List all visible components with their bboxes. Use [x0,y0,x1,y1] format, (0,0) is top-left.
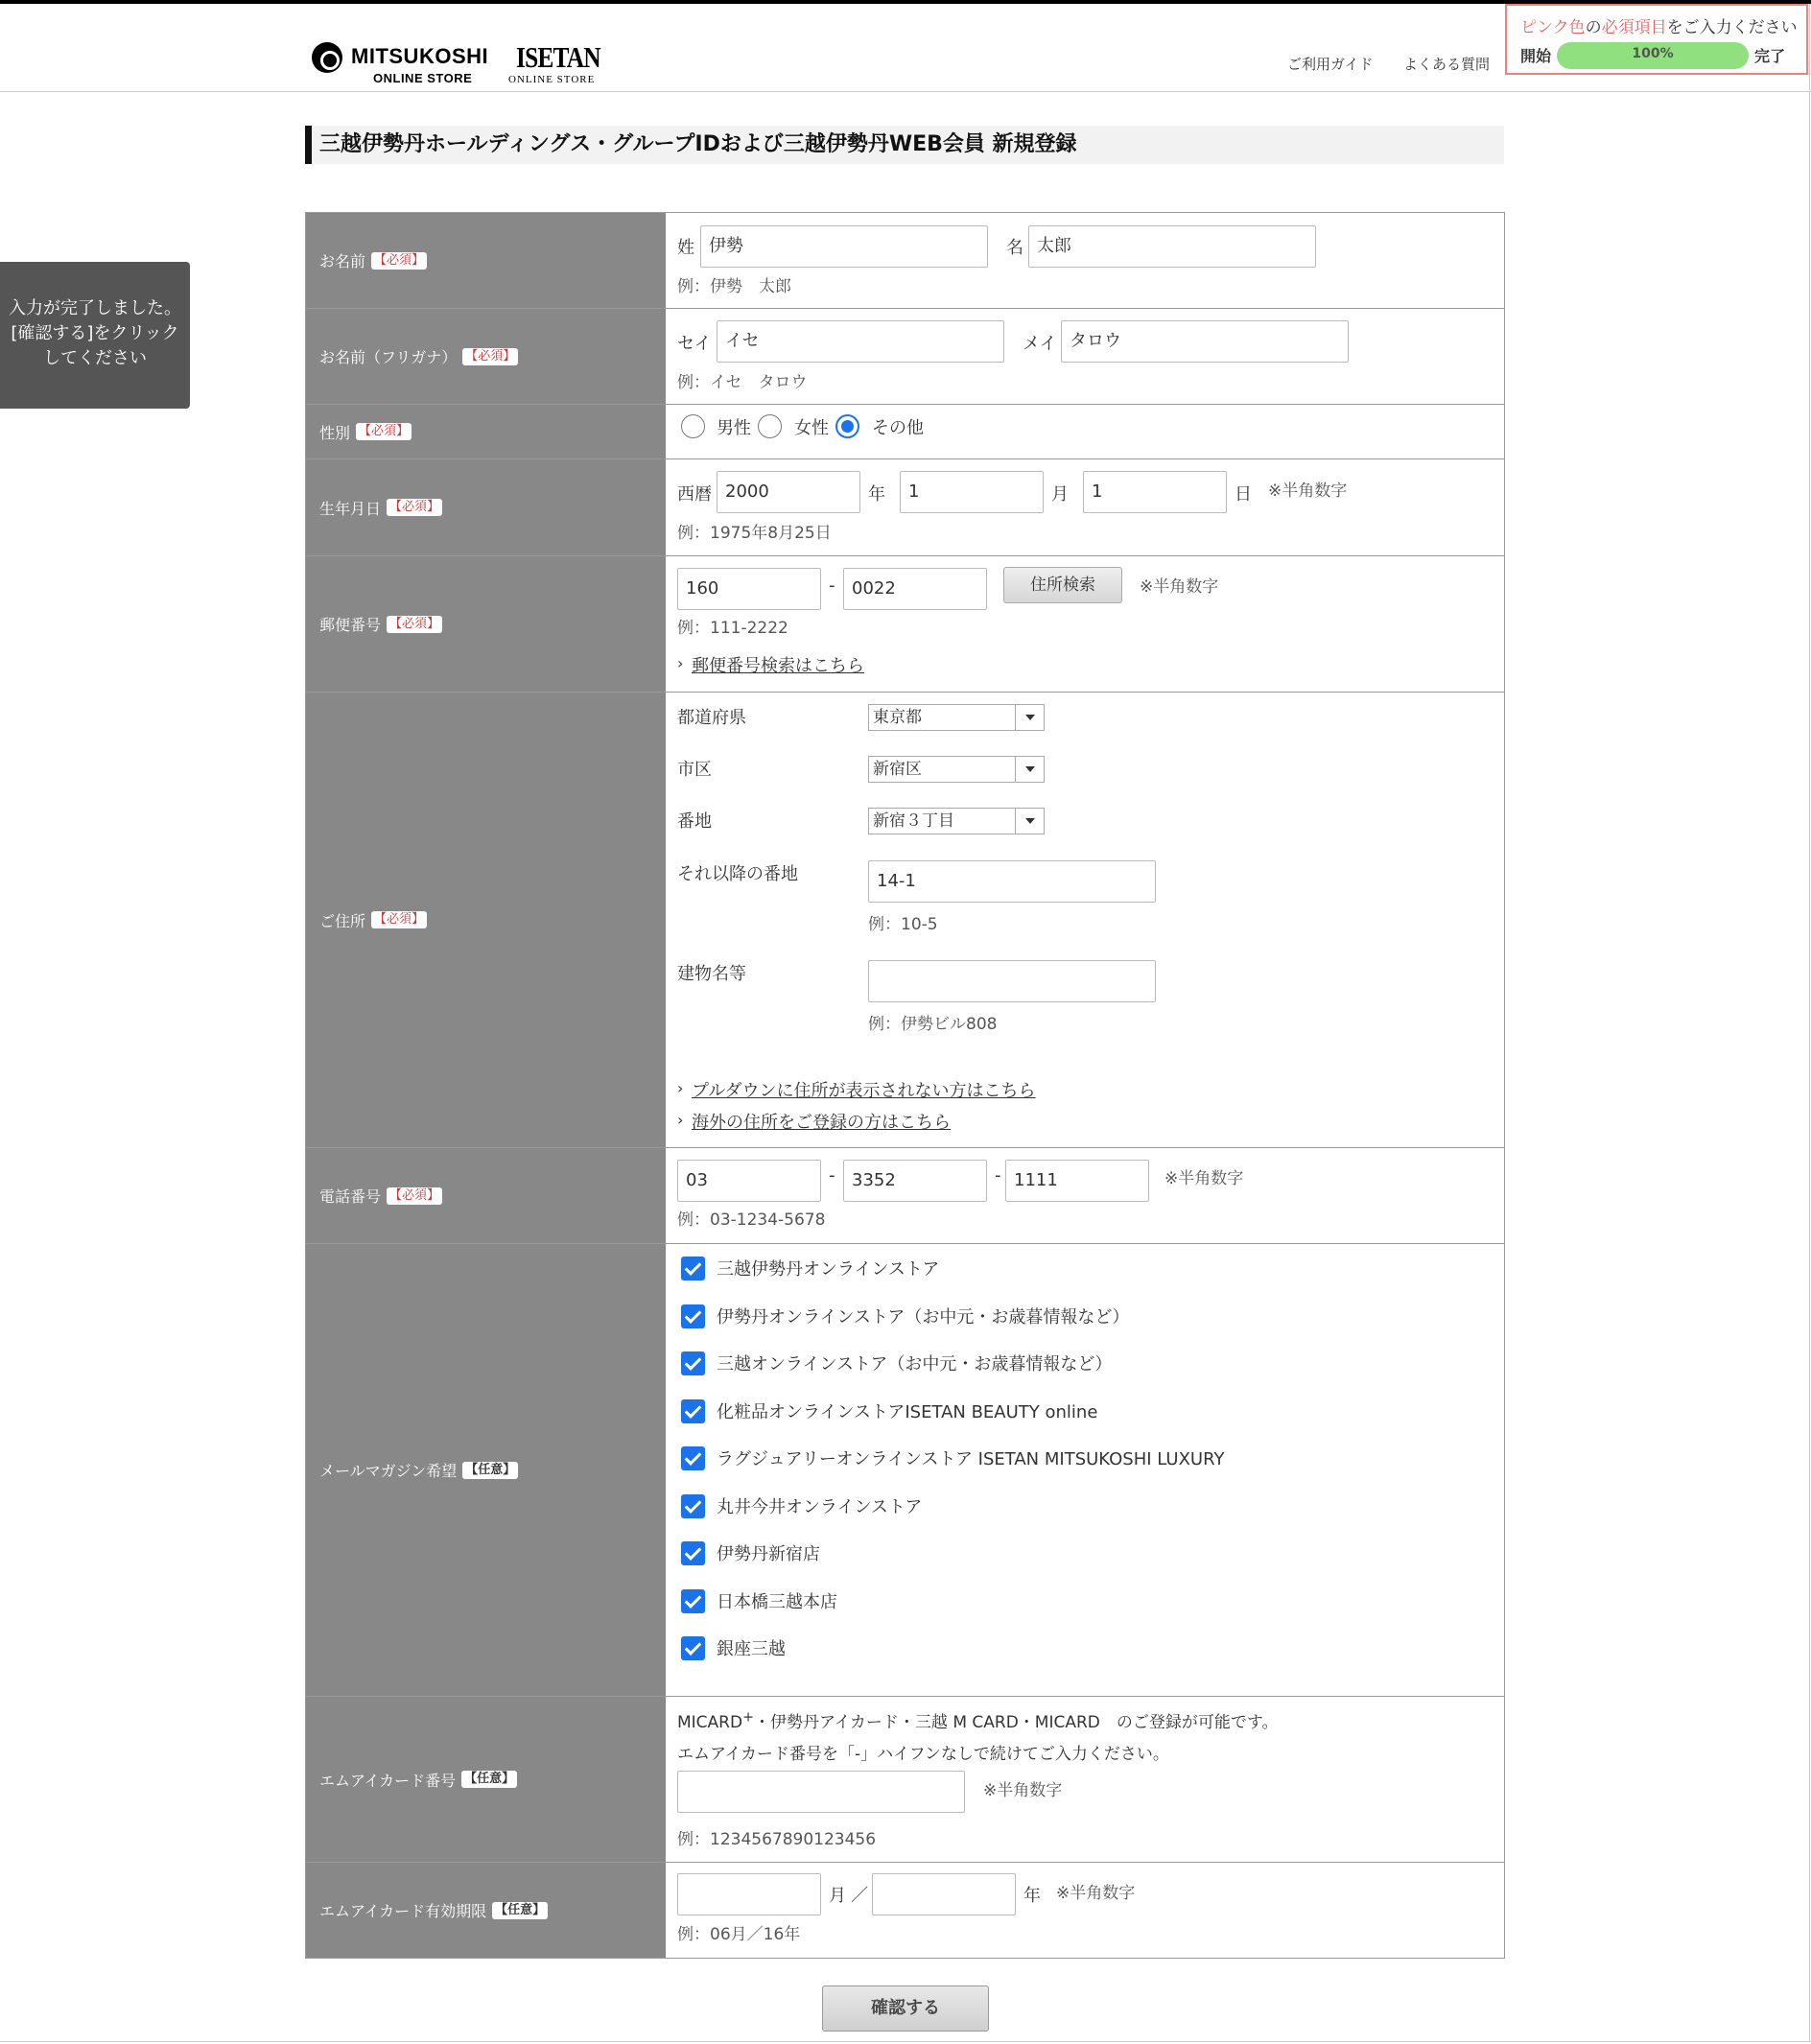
bottom-border [0,2041,1811,2042]
isetan-logo-text: ISETAN [516,40,600,74]
label-gender: 性別 【必須】 [306,405,666,458]
nav-faq-link[interactable]: よくある質問 [1403,56,1491,73]
birth-year-input[interactable]: 2000 [717,471,860,513]
row-expiry [306,1863,1504,1958]
phone-part1-input[interactable]: 03 [677,1160,821,1202]
registration-form [305,212,1505,1959]
row-micard [306,1697,1504,1863]
mailmag-checkbox[interactable] [681,1541,705,1565]
page-title-bar [305,126,1504,164]
mailmag-checkbox[interactable] [681,1589,705,1613]
row-birth [306,459,1504,556]
expiry-example: 例：06月／16年 [677,1925,801,1944]
rest-address-label: それ以降の番地 [677,864,798,884]
micard-number-input[interactable] [677,1771,965,1813]
pulldown-help-link[interactable]: プルダウンに住所が表示されない方はこちら [692,1081,1036,1101]
mailmag-checkbox[interactable] [681,1304,705,1328]
mei-label: 名 [1006,238,1023,258]
nav-guide-link[interactable]: ご利用ガイド [1287,56,1374,73]
address-search-button[interactable]: 住所検索 [1003,567,1122,603]
postal-part2-input[interactable]: 0022 [843,568,987,610]
rest-address-input[interactable]: 14-1 [868,860,1156,903]
expiry-note: ※半角数字 [1056,1884,1136,1903]
required-badge: 【必須】 [462,348,518,365]
micard-desc1: MICARD+・伊勢丹アイカード・三越 M CARD・MICARD のご登録が可能です。 [677,1709,1279,1732]
mailmag-checkbox[interactable] [681,1257,705,1280]
required-badge: 【必須】 [387,616,442,633]
birth-example: 例：1975年8月25日 [677,524,832,543]
completion-notice: 入力が完了しました。 [確認する]をクリック してください [0,262,190,409]
mitsukoshi-logo-subtext: ONLINE STORE [373,71,473,85]
mailmag-option-label: 化粧品オンラインストアISETAN BEAUTY online [717,1401,1098,1422]
mailmag-checkbox[interactable] [681,1636,705,1660]
link-arrow-icon: › [677,1111,684,1129]
postal-dash: - [829,576,835,596]
expiry-month-input[interactable] [677,1873,821,1915]
mailmag-option-label: 丸井今井オンラインストア [717,1496,923,1517]
city-select[interactable]: 新宿区 [868,756,1045,783]
label-micard: エムアイカード番号 【任意】 [306,1697,666,1862]
mei-input[interactable]: 太郎 [1028,225,1316,268]
chevron-down-icon [1015,757,1044,782]
building-example: 例：伊勢ビル808 [868,1015,998,1034]
row-postal [306,556,1504,693]
mitsukoshi-emblem-icon [312,42,342,73]
building-input[interactable] [868,960,1156,1002]
gender-male-label: 男性 [717,418,751,438]
era-label: 西暦 [677,484,712,505]
phone-dash: - [995,1165,1001,1186]
mailmag-option-label: 伊勢丹オンラインストア（お中元・お歳暮情報など） [717,1306,1130,1327]
expiry-month-unit: 月 [829,1886,846,1906]
building-label: 建物名等 [677,964,746,984]
required-badge: 【必須】 [371,252,427,270]
label-name: お名前 【必須】 [306,213,666,308]
required-badge: 【必須】 [371,911,427,928]
month-unit: 月 [1051,484,1069,505]
phone-dash: - [829,1165,835,1186]
phone-example: 例：03-1234-5678 [677,1210,826,1230]
mailmag-checkbox[interactable] [681,1494,705,1518]
row-gender [306,405,1504,459]
input-progress-panel [1505,4,1808,75]
chevron-down-icon [1015,705,1044,730]
postal-link-arrow-icon: › [677,654,684,672]
town-label: 番地 [677,811,712,832]
row-address [306,693,1504,1148]
row-name [306,213,1504,309]
postal-part1-input[interactable]: 160 [677,568,821,610]
city-label: 市区 [677,760,712,780]
mailmag-option-label: 三越オンラインストア（お中元・お歳暮情報など） [717,1354,1113,1374]
required-badge: 【必須】 [387,499,442,516]
label-postal: 郵便番号 【必須】 [306,556,666,692]
micard-example: 例：1234567890123456 [677,1830,877,1849]
optional-badge: 【任意】 [462,1462,518,1479]
sei-kana-label: セイ [677,334,712,354]
required-badge: 【必須】 [387,1187,442,1205]
postal-search-link[interactable]: 郵便番号検索はこちら [692,656,864,676]
day-unit: 日 [1235,484,1252,505]
pref-label: 都道府県 [677,708,746,728]
mei-kana-input[interactable]: タロウ [1061,320,1349,363]
sei-input[interactable]: 伊勢 [700,225,988,268]
town-select[interactable]: 新宿３丁目 [868,808,1045,834]
gender-male-radio[interactable] [681,414,705,438]
mailmag-option-label: 三越伊勢丹オンラインストア [717,1259,940,1280]
phone-note: ※半角数字 [1164,1169,1244,1188]
birth-month-input[interactable]: 1 [900,471,1044,513]
expiry-year-input[interactable] [872,1873,1016,1915]
phone-part2-input[interactable]: 3352 [843,1160,987,1202]
kana-example: 例：イセ タロウ [677,373,808,392]
mailmag-checkbox[interactable] [681,1446,705,1470]
mailmag-option-label: 伊勢丹新宿店 [717,1544,820,1564]
chevron-down-icon [1015,809,1044,834]
isetan-logo-subtext: ONLINE STORE [508,74,596,85]
row-kana [306,309,1504,405]
optional-badge: 【任意】 [461,1771,517,1788]
optional-badge: 【任意】 [492,1902,548,1919]
page-title: 三越伊勢丹ホールディングス・グループIDおよび三越伊勢丹WEB会員 新規登録 [319,132,1077,156]
birth-day-input[interactable]: 1 [1083,471,1227,513]
sei-label: 姓 [677,238,694,258]
expiry-slash: ／ [851,1886,868,1906]
label-phone: 電話番号 【必須】 [306,1148,666,1243]
postal-example: 例：111-2222 [677,619,788,638]
name-example: 例：伊勢 太郎 [677,277,791,296]
sei-kana-input[interactable]: イセ [717,320,1004,363]
pref-select[interactable]: 東京都 [868,704,1045,731]
mitsukoshi-logo-text: MITSUKOSHI [351,44,489,68]
gender-other-label: その他 [872,418,924,438]
micard-note: ※半角数字 [983,1781,1063,1800]
phone-part3-input[interactable]: 1111 [1005,1160,1149,1202]
birth-note: ※半角数字 [1268,482,1348,501]
mailmag-checkbox[interactable] [681,1351,705,1375]
link-arrow-icon: › [677,1079,684,1097]
progress-end-label: 完了 [1754,47,1786,65]
mei-kana-label: メイ [1023,334,1057,354]
mailmag-checkbox[interactable] [681,1399,705,1423]
year-unit: 年 [868,484,885,505]
label-mailmag: メールマガジン希望 【任意】 [306,1244,666,1696]
gender-female-radio[interactable] [758,414,782,438]
label-kana: お名前（フリガナ） 【必須】 [306,309,666,404]
label-birth: 生年月日 【必須】 [306,459,666,555]
progress-percent: 100% [1632,46,1674,61]
label-expiry: エムアイカード有効期限 【任意】 [306,1863,666,1958]
right-border [1809,4,1810,2042]
mailmag-option-label: ラグジュアリーオンラインストア ISETAN MITSUKOSHI LUXURY [717,1449,1225,1469]
row-phone [306,1148,1504,1244]
progress-message: ピンク色の必須項目をご入力ください [1520,18,1798,37]
label-address: ご住所 【必須】 [306,693,666,1147]
progress-start-label: 開始 [1520,47,1552,65]
micard-desc2: エムアイカード番号を「-」ハイフンなしで続けてご入力ください。 [677,1745,1169,1764]
expiry-year-unit: 年 [1023,1886,1041,1906]
mailmag-option-label: 日本橋三越本店 [717,1591,837,1612]
overseas-address-link[interactable]: 海外の住所をご登録の方はこちら [692,1113,951,1133]
progress-bar [1557,42,1749,69]
confirm-button[interactable]: 確認する [822,1985,989,2032]
gender-other-radio[interactable] [835,414,859,438]
required-badge: 【必須】 [356,423,412,440]
gender-female-label: 女性 [794,418,829,438]
row-mailmag [306,1244,1504,1697]
rest-address-example: 例：10-5 [868,915,938,934]
postal-note: ※半角数字 [1140,577,1219,597]
mailmag-option-label: 銀座三越 [717,1639,786,1659]
